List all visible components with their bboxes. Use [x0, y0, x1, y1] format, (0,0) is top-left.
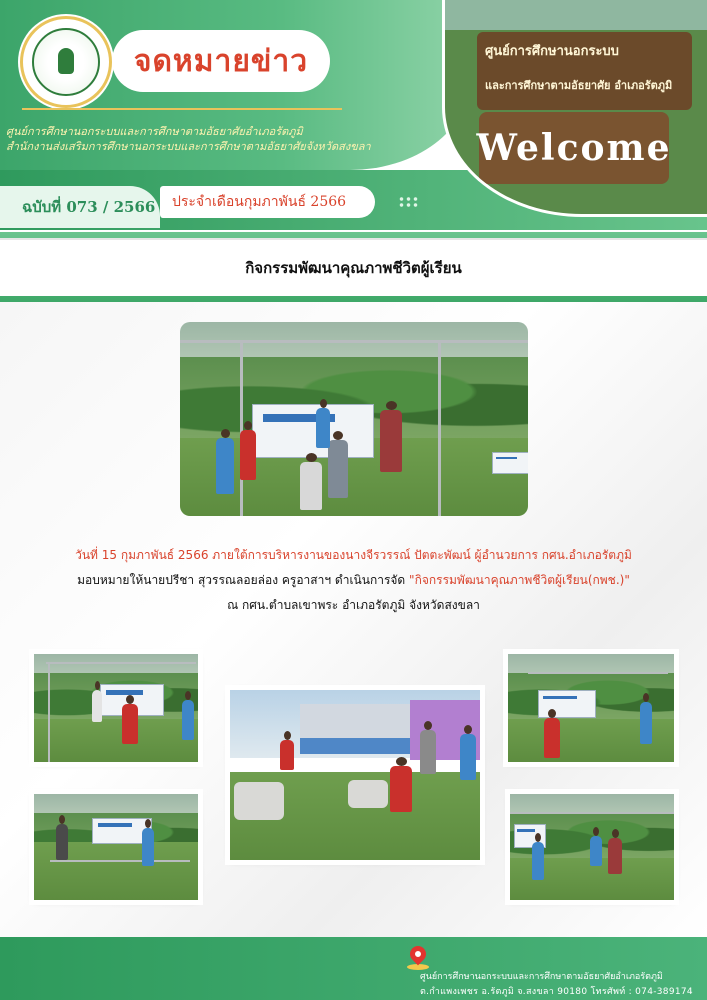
- header-photo-welcome-sign: [442, 0, 707, 217]
- org-seal-icon: [32, 28, 100, 96]
- photo-welcome-text: Welcome: [476, 127, 672, 169]
- issue-month-box: [160, 186, 375, 218]
- org-logo: [20, 16, 112, 108]
- section-title: กิจกรรมพัฒนาคุณภาพชีวิตผู้เรียน: [245, 259, 462, 277]
- activity-photo-top-right: [508, 654, 674, 762]
- caption-line1: วันที่ 15 กุมภาพันธ์ 2566 ภายใต้การบริหารงานของนางจีรวรรณ์ ปัตตะพัฒน์ ผู้อำนวยการ กศน.อำเภอรัตภูมิ: [75, 548, 632, 562]
- photo-welcome-board: [476, 112, 672, 184]
- header-divider: [22, 108, 342, 110]
- org-name-line2: สำนักงานส่งเสริมการศึกษานอกระบบและการศึกษาตามอัธยาศัยจังหวัดสงขลา: [6, 140, 371, 153]
- photo-sign-line2: และการศึกษาตามอัธยาศัย อำเภอรัตภูมิ: [485, 79, 673, 92]
- photo-sign-line1: ศูนย์การศึกษานอกระบบ: [485, 44, 619, 59]
- issue-number-box: [0, 186, 160, 228]
- caption-line3: ณ กศน.ตำบลเขาพระ อำเภอรัตภูมิ จังหวัดสงขลา: [227, 598, 480, 612]
- caption-line2-text: มอบหมายให้นายปรีชา สุวรรณลอยล่อง ครูอาสาฯ ดำเนินการจัด: [77, 573, 410, 587]
- caption-activity-name: "กิจกรรมพัฒนาคุณภาพชีวิตผู้เรียน(กพช.)": [409, 573, 630, 587]
- org-name-line1: ศูนย์การศึกษานอกระบบและการศึกษาตามอัธยาศัยอำเภอรัตภูมิ: [6, 125, 303, 138]
- photo-sign-board: [477, 32, 692, 110]
- newsletter-title: จดหมายข่าว: [133, 43, 309, 79]
- decorative-dots-icon: [398, 196, 420, 208]
- issue-number: ฉบับที่ 073 / 2566: [22, 198, 156, 216]
- activity-photo-top-left: [34, 654, 198, 762]
- activity-photo-bottom-left: [34, 794, 198, 900]
- footer-address-line1: ศูนย์การศึกษานอกระบบและการศึกษาตามอัธยาศัยอำเภอรัตภูมิ: [420, 972, 663, 982]
- newsletter-title-pill: [112, 30, 330, 92]
- activity-photo-bottom-right: [510, 794, 674, 900]
- issue-month: ประจำเดือนกุมภาพันธ์ 2566: [172, 194, 347, 210]
- activity-photo-center: [230, 690, 480, 860]
- section-title-box: [0, 238, 707, 296]
- caption-line2: [0, 571, 707, 590]
- newsletter-header: [0, 0, 707, 230]
- footer-address-line2: ต.กำแพงเพชร อ.รัตภูมิ จ.สงขลา 90180 โทรศัพท์ : 074-389174: [420, 987, 693, 997]
- main-activity-photo: [180, 322, 528, 516]
